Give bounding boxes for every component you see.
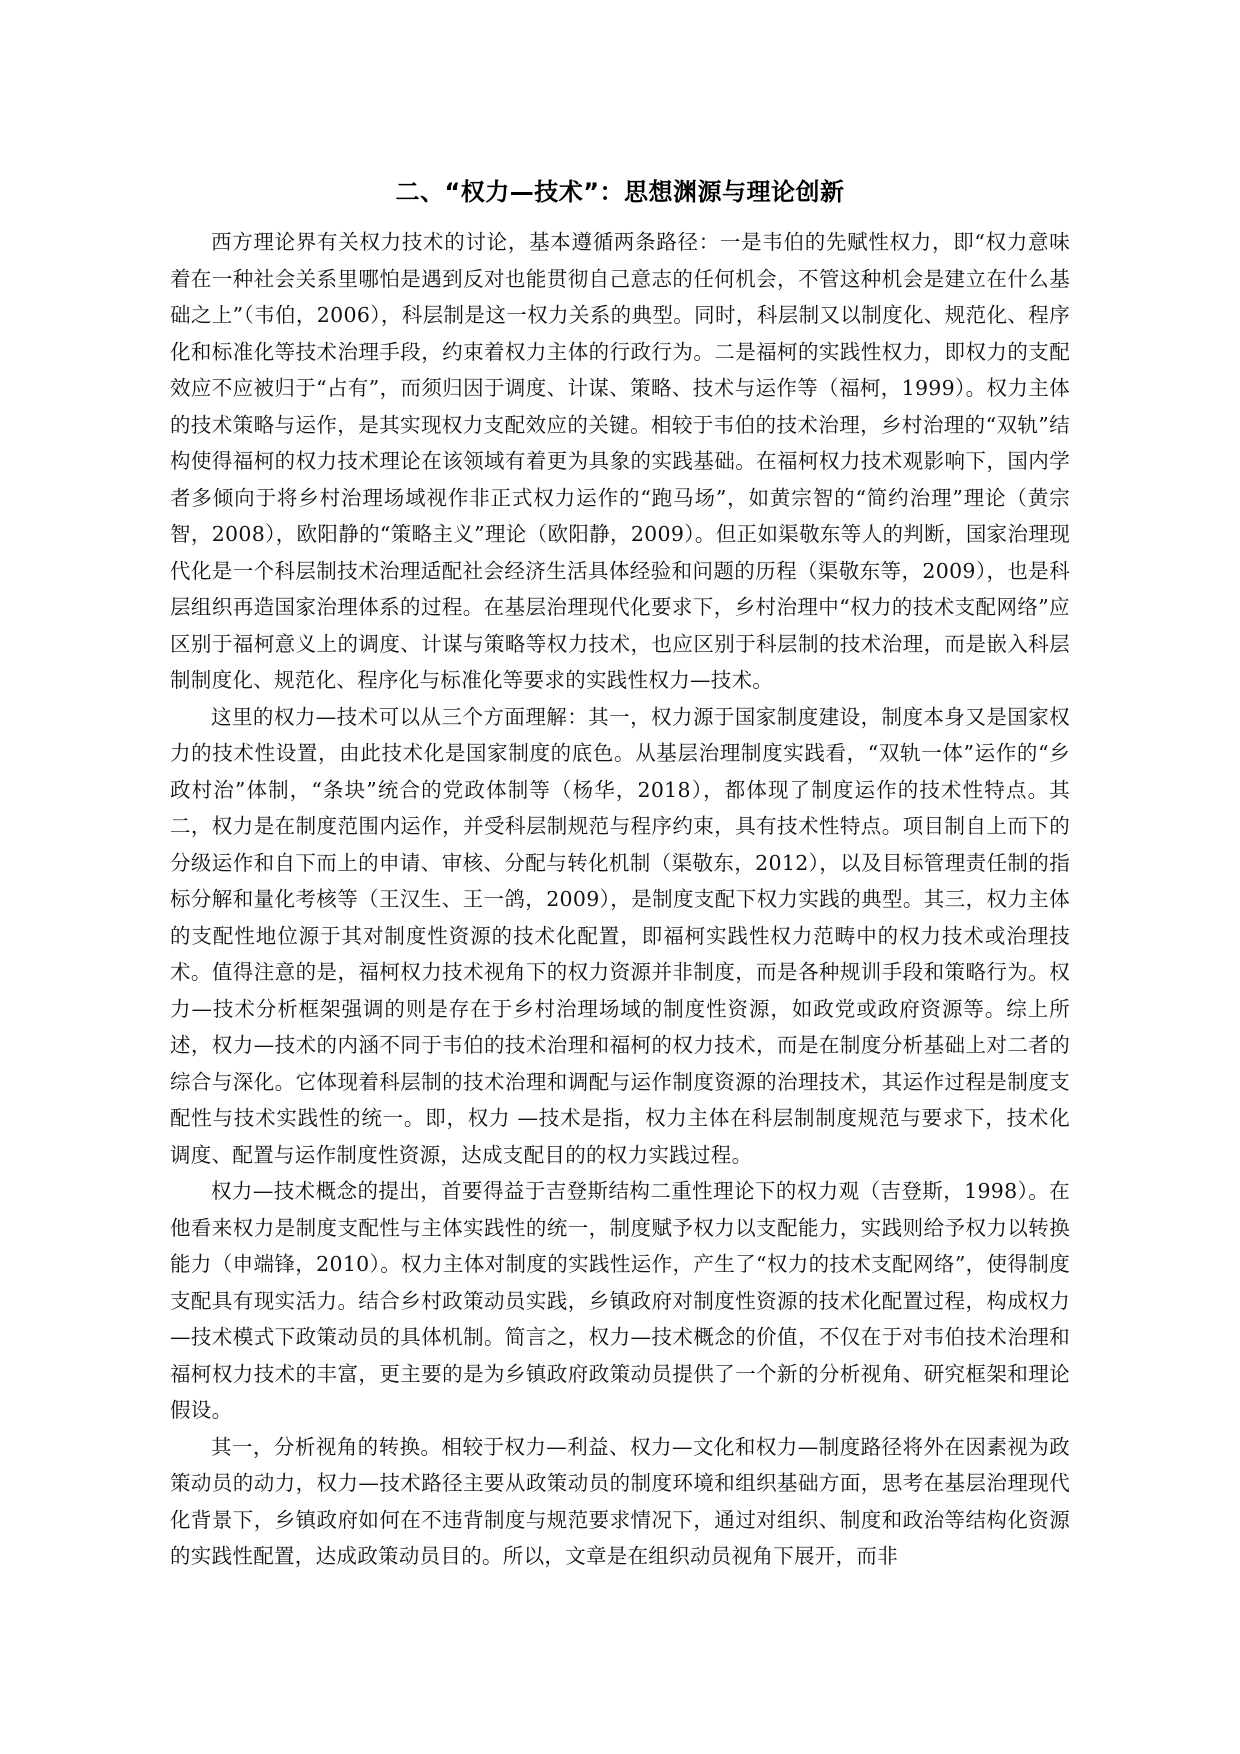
paragraph-1: 西方理论界有关权力技术的讨论，基本遵循两条路径：一是韦伯的先赋性权力，即“权力意味着在一种社会关系里哪怕是遇到反对也能贯彻自己意志的任何机会，不管这种机会是建立在什么基础之上”（韦伯，2006），科层制是这一权力关系的典型。同时，科层制又以制度化、规范化、程序化和标准化等技术治理手段，约束着权力主体的行政行为。二是福柯的实践性权力，即权力的支配效应不应被归于“占有”，而须归因于调度、计谋、策略、技术与运作等（福柯，1999）。权力主体的技术策略与运作，是其实现权力支配效应的关键。相较于韦伯的技术治理，乡村治理的“双轨”结构使得福柯的权力技术理论在该领域有着更为具象的实践基础。在福柯权力技术观影响下，国内学者多倾向于将乡村治理场域视作非正式权力运作的“跑马场”，如黄宗智的“简约治理”理论（黄宗智，2008），欧阳静的“策略主义”理论（欧阳静，2009）。但正如渠敬东等人的判断，国家治理现代化是一个科层制技术治理适配社会经济生活具体经验和问题的历程（渠敬东等，2009），也是科层组织再造国家治理体系的过程。在基层治理现代化要求下，乡村治理中“权力的技术支配网络”应区别于福柯意义上的调度、计谋与策略等权力技术，也应区别于科层制的技术治理，而是嵌入科层制制度化、规范化、程序化与标准化等要求的实践性权力—技术。 xyxy=(170,230,1070,692)
paragraph-3: 权力—技术概念的提出，首要得益于吉登斯结构二重性理论下的权力观（吉登斯，1998）。在他看来权力是制度支配性与主体实践性的统一，制度赋予权力以支配能力，实践则给予权力以转换能力（申端锋，2010）。权力主体对制度的实践性运作，产生了“权力的技术支配网络”，使得制度支配具有现实活力。结合乡村政策动员实践，乡镇政府对制度性资源的技术化配置过程，构成权力—技术模式下政策动员的具体机制。简言之，权力—技术概念的价值，不仅在于对韦伯技术治理和福柯权力技术的丰富，更主要的是为乡镇政府政策动员提供了一个新的分析视角、研究框架和理论假设。 xyxy=(170,1179,1070,1422)
paragraph-4: 其一，分析视角的转换。相较于权力—利益、权力—文化和权力—制度路径将外在因素视为政策动员的动力，权力—技术路径主要从政策动员的制度环境和组织基础方面，思考在基层治理现代化背景下，乡镇政府如何在不违背制度与规范要求情况下，通过对组织、制度和政治等结构化资源的实践性配置，达成政策动员目的。所以，文章是在组织动员视角下展开，而非 xyxy=(170,1434,1070,1568)
paragraph-2: 这里的权力—技术可以从三个方面理解：其一，权力源于国家制度建设，制度本身又是国家权力的技术性设置，由此技术化是国家制度的底色。从基层治理制度实践看，“双轨一体”运作的“乡政村治”体制，“条块”统合的党政体制等（杨华，2018），都体现了制度运作的技术性特点。其二，权力是在制度范围内运作，并受科层制规范与程序约束，具有技术性特点。项目制自上而下的分级运作和自下而上的申请、审核、分配与转化机制（渠敬东，2012），以及目标管理责任制的指标分解和量化考核等（王汉生、王一鸽，2009），是制度支配下权力实践的典型。其三，权力主体的支配性地位源于其对制度性资源的技术化配置，即福柯实践性权力范畴中的权力技术或治理技术。值得注意的是，福柯权力技术视角下的权力资源并非制度，而是各种规训手段和策略行为。权力—技术分析框架强调的则是存在于乡村治理场域的制度性资源，如政党或政府资源等。综上所述，权力—技术的内涵不同于韦伯的技术治理和福柯的权力技术，而是在制度分析基础上对二者的综合与深化。它体现着科层制的技术治理和调配与运作制度资源的治理技术，其运作过程是制度支配性与技术实践性的统一。即，权力 —技术是指，权力主体在科层制制度规范与要求下，技术化调度、配置与运作制度性资源，达成支配目的的权力实践过程。 xyxy=(170,704,1070,1167)
section-title: 二、“权力—技术”：思想渊源与理论创新 xyxy=(395,178,845,206)
document-page xyxy=(170,172,1070,1575)
